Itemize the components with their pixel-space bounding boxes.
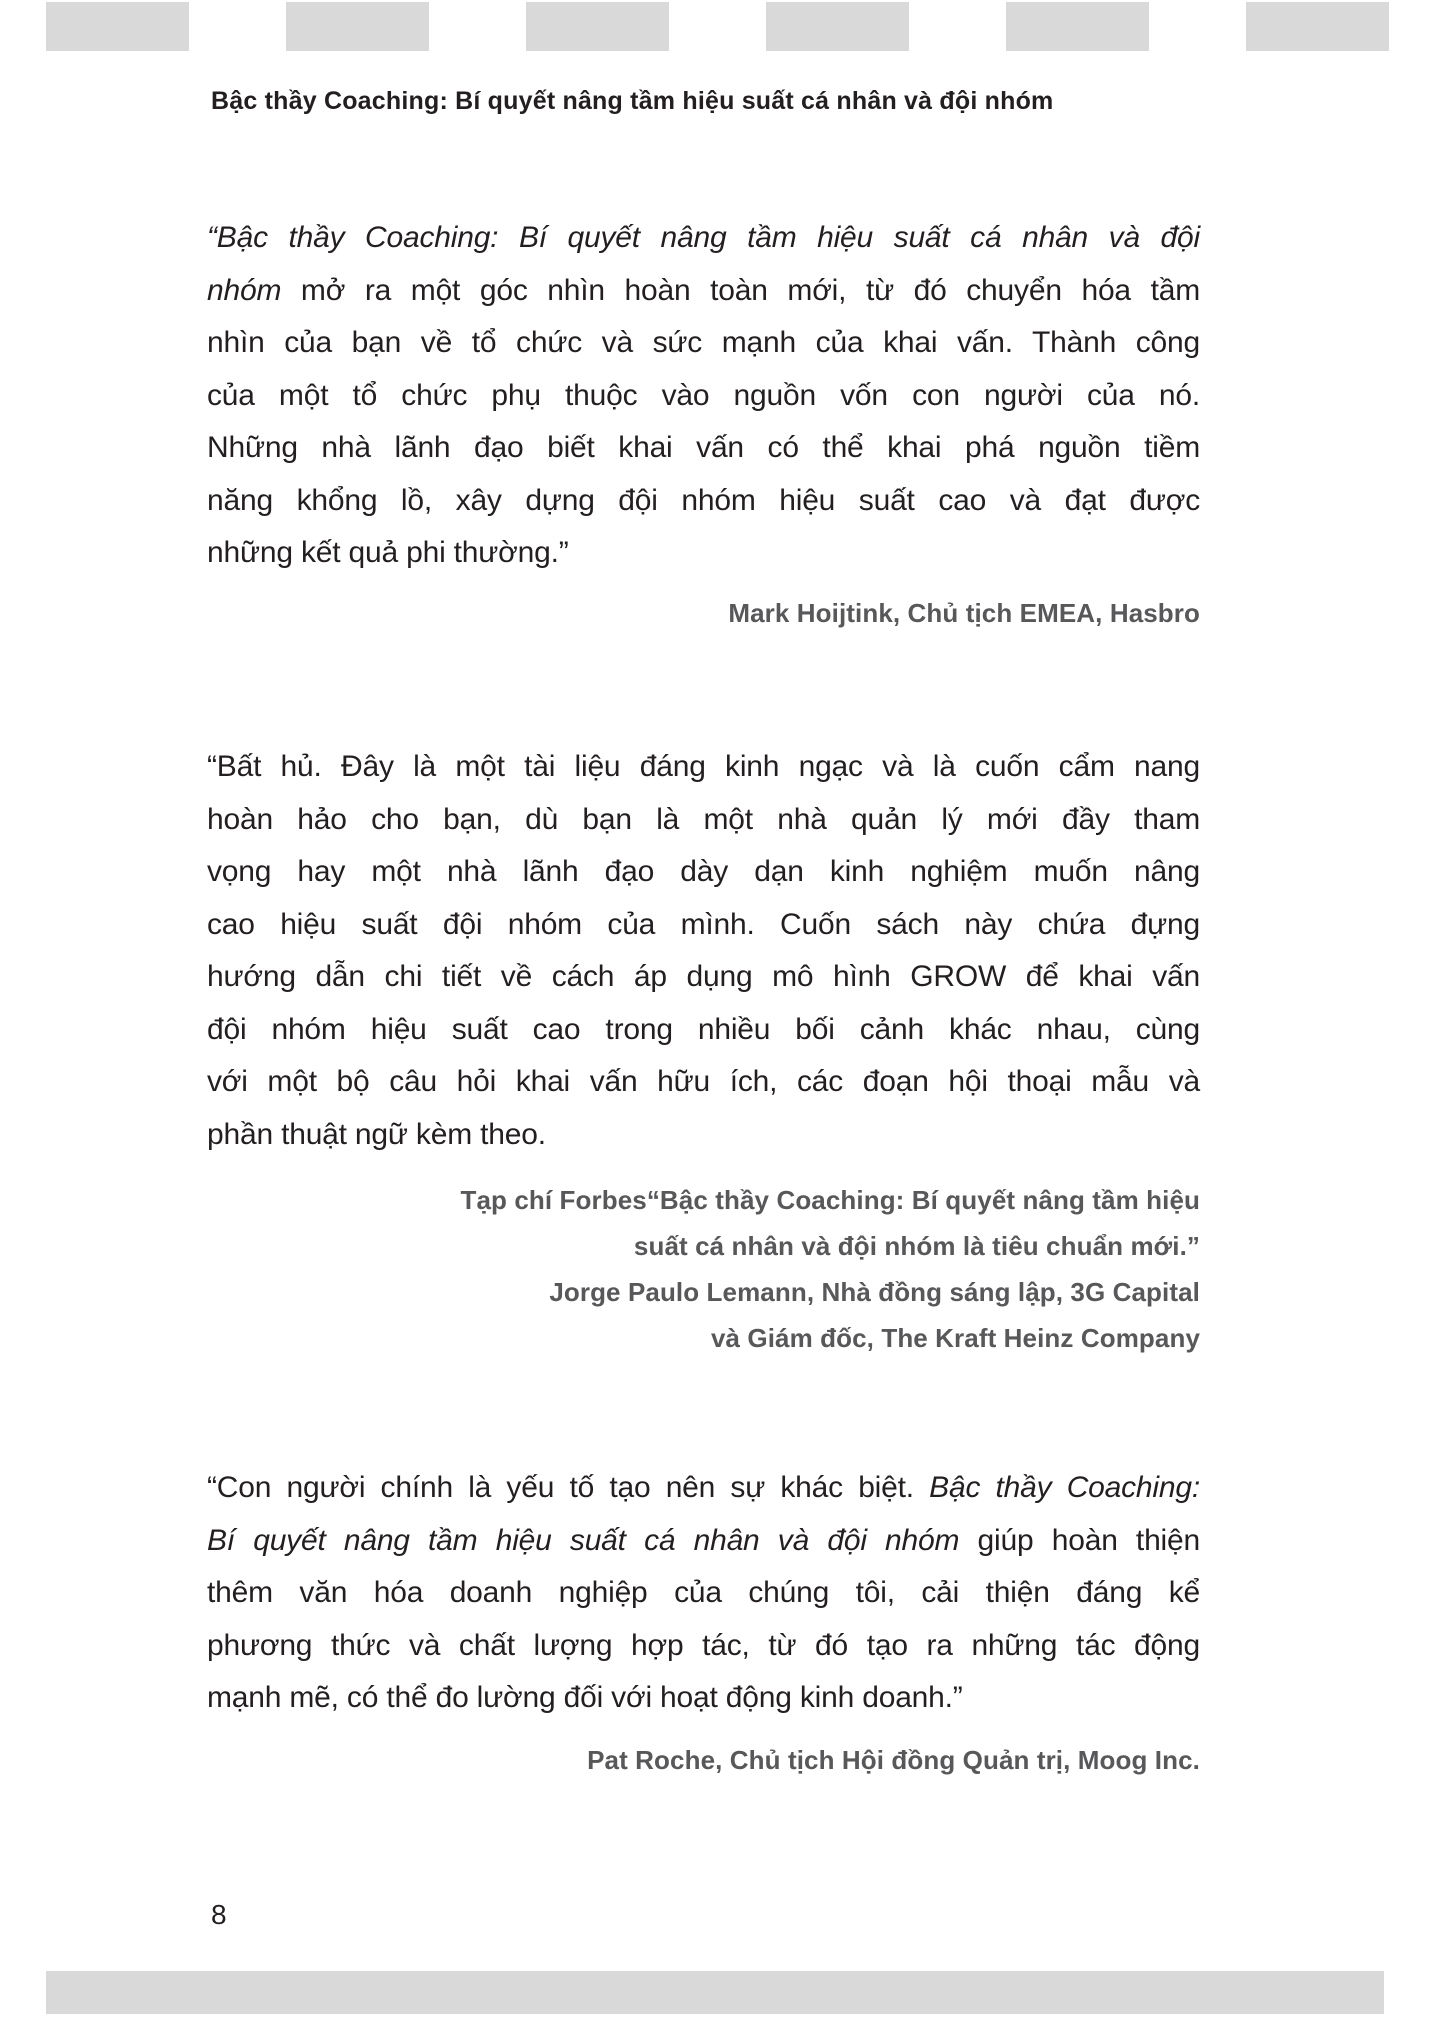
quote-text: Những nhà lãnh đạo biết khai vấn có thể khai phá nguồn tiềm	[207, 431, 1200, 464]
attribution-line: Mark Hoijtink, Chủ tịch EMEA, Hasbro	[728, 598, 1200, 628]
bottom-decoration-bar	[46, 1971, 1384, 2014]
page-number: 8	[211, 1899, 227, 1930]
quote-text: mở ra một góc nhìn hoàn toàn mới, từ đó chuyển hóa tầm	[281, 273, 1200, 307]
quote-line	[207, 527, 1200, 580]
decoration-square	[1006, 2, 1149, 51]
attribution-2	[207, 1177, 1200, 1361]
quote-line	[207, 899, 1200, 952]
quote-text-italic: Bí quyết nâng tầm hiệu suất cá nhân và đội nhóm	[207, 1523, 960, 1557]
quote-line	[207, 370, 1200, 423]
quote-line	[207, 422, 1200, 475]
quote-text: hoàn hảo cho bạn, dù bạn là một nhà quản lý mới đầy tham	[207, 802, 1200, 836]
quote-line	[207, 1515, 1200, 1568]
quote-line	[207, 1672, 1200, 1725]
quote-line	[207, 846, 1200, 899]
quote-line	[207, 1004, 1200, 1057]
quote-text: cao hiệu suất đội nhóm của mình. Cuốn sách này chứa đựng	[207, 907, 1200, 941]
quote-line	[207, 1462, 1200, 1515]
quote-text: “Con người chính là yếu tố tạo nên sự khác biệt.	[207, 1471, 930, 1504]
quote-line	[207, 1109, 1200, 1162]
attribution-line: Tạp chí Forbes“Bậc thầy Coaching: Bí quyết nâng tầm hiệu	[460, 1185, 1200, 1215]
quote-text: thêm văn hóa doanh nghiệp của chúng tôi, cải thiện đáng kể	[207, 1576, 1200, 1609]
quote-text: đội nhóm hiệu suất cao trong nhiều bối cảnh khác nhau, cùng	[207, 1012, 1200, 1046]
running-header: Bậc thầy Coaching: Bí quyết nâng tầm hiệu suất cá nhân và đội nhóm	[211, 87, 1054, 115]
quote-text: năng khổng lồ, xây dựng đội nhóm hiệu suất cao và đạt được	[207, 483, 1200, 517]
testimonial-quote-3	[207, 1462, 1200, 1725]
attribution-1	[207, 590, 1200, 636]
quote-text: với một bộ câu hỏi khai vấn hữu ích, các đoạn hội thoại mẫu và	[207, 1065, 1200, 1098]
quote-line	[207, 951, 1200, 1004]
quote-text: những kết quả phi thường.”	[207, 536, 569, 569]
quote-text-italic: nhóm	[207, 273, 282, 307]
testimonial-quote-2	[207, 741, 1200, 1161]
quote-line	[207, 317, 1200, 370]
quote-line	[207, 1056, 1200, 1109]
quote-text: mạnh mẽ, có thể đo lường đối với hoạt động kinh doanh.”	[207, 1681, 963, 1714]
attribution-line: Pat Roche, Chủ tịch Hội đồng Quản trị, Moog Inc.	[587, 1745, 1200, 1775]
quote-line	[207, 1567, 1200, 1620]
quote-text: “Bất hủ. Đây là một tài liệu đáng kinh ngạc và là cuốn cẩm nang	[207, 750, 1200, 783]
quote-text: giúp hoàn thiện	[959, 1523, 1200, 1557]
quote-text: vọng hay một nhà lãnh đạo dày dạn kinh nghiệm muốn nâng	[207, 855, 1200, 888]
quote-line	[207, 794, 1200, 847]
quote-text-italic: “Bậc thầy Coaching: Bí quyết nâng tầm hiệu suất cá nhân và đội	[207, 221, 1200, 254]
quote-line	[207, 265, 1200, 318]
decoration-square	[1246, 2, 1389, 51]
quote-text: nhìn của bạn về tổ chức và sức mạnh của khai vấn. Thành công	[207, 326, 1200, 359]
quote-text-italic: Bậc thầy Coaching:	[929, 1471, 1200, 1504]
decoration-square	[46, 2, 189, 51]
testimonial-quote-1	[207, 212, 1200, 580]
decoration-square	[286, 2, 429, 51]
quote-text: hướng dẫn chi tiết về cách áp dụng mô hình GROW để khai vấn	[207, 960, 1200, 993]
quote-text: của một tổ chức phụ thuộc vào nguồn vốn con người của nó.	[207, 378, 1200, 412]
quote-line	[207, 741, 1200, 794]
decoration-square	[766, 2, 909, 51]
attribution-3	[207, 1737, 1200, 1783]
attribution-line: suất cá nhân và đội nhóm là tiêu chuẩn mới.”	[633, 1231, 1200, 1261]
quote-text: phương thức và chất lượng hợp tác, từ đó tạo ra những tác động	[207, 1628, 1200, 1662]
quote-line	[207, 212, 1200, 265]
decoration-square	[526, 2, 669, 51]
quote-text: phần thuật ngữ kèm theo.	[207, 1117, 546, 1151]
quote-line	[207, 475, 1200, 528]
attribution-line: Jorge Paulo Lemann, Nhà đồng sáng lập, 3G Capital	[549, 1277, 1200, 1307]
quote-line	[207, 1620, 1200, 1673]
attribution-line: và Giám đốc, The Kraft Heinz Company	[710, 1323, 1200, 1353]
